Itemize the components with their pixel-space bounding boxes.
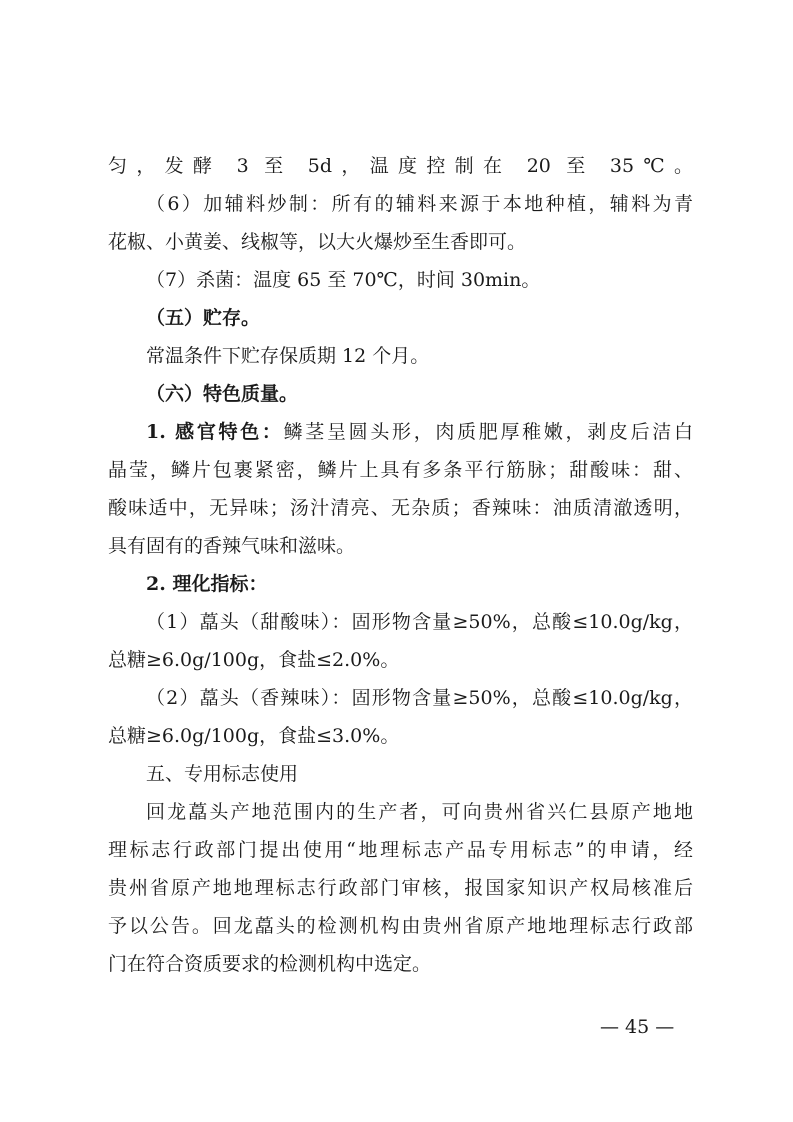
paragraph-line: 常温条件下贮存保质期 12 个月。 xyxy=(146,345,430,367)
paragraph-line: 理标志行政部门提出使用“地理标志产品专用标志”的申请，经 xyxy=(108,839,693,861)
paragraph-line: 花椒、小黄姜、线椒等，以大火爆炒至生香即可。 xyxy=(108,231,527,253)
paragraph-line: 匀，发酵 3 至 5d，温度控制在 20 至 35℃。 xyxy=(108,155,693,177)
chapter-heading: 五、专用标志使用 xyxy=(146,763,299,785)
subheading-label: 2. 理化指标： xyxy=(146,573,268,595)
paragraph-line: 总糖≥6.0g/100g，食盐≤3.0%。 xyxy=(108,725,400,747)
paragraph-line: 酸味适中，无异味；汤汁清亮、无杂质；香辣味：油质清澈透明， xyxy=(108,497,693,519)
section-heading: （六）特色质量。 xyxy=(146,383,299,405)
section-heading: （五）贮存。 xyxy=(146,307,261,329)
paragraph-line: 贵州省原产地地理标志行政部门审核，报国家知识产权局核准后 xyxy=(108,877,693,899)
paragraph-line: 总糖≥6.0g/100g，食盐≤2.0%。 xyxy=(108,649,400,671)
paragraph-line: 晶莹，鳞片包裹紧密，鳞片上具有多条平行筋脉；甜酸味：甜、 xyxy=(108,459,693,481)
paragraph-line: 予以公告。回龙藠头的检测机构由贵州省原产地地理标志行政部 xyxy=(108,915,693,937)
paragraph-text: 鳞茎呈圆头形，肉质肥厚稚嫩，剥皮后洁白 xyxy=(283,421,693,443)
subheading-label: 1. 感官特色： xyxy=(146,421,284,443)
paragraph-line: 回龙藠头产地范围内的生产者，可向贵州省兴仁县原产地地 xyxy=(146,801,693,823)
paragraph-line: 具有固有的香辣气味和滋味。 xyxy=(108,535,356,557)
page-number: — 45 — xyxy=(600,1016,675,1038)
paragraph-line xyxy=(146,420,693,444)
paragraph-line: （7）杀菌：温度 65 至 70℃，时间 30min。 xyxy=(146,269,541,291)
paragraph-line: （1）藠头（甜酸味）：固形物含量≥50%，总酸≤10.0g/kg， xyxy=(146,611,693,633)
paragraph-line: 门在符合资质要求的检测机构中选定。 xyxy=(108,953,432,975)
paragraph-line: （2）藠头（香辣味）：固形物含量≥50%，总酸≤10.0g/kg， xyxy=(146,687,693,709)
paragraph-line: （6）加辅料炒制：所有的辅料来源于本地种植，辅料为青 xyxy=(146,193,693,215)
